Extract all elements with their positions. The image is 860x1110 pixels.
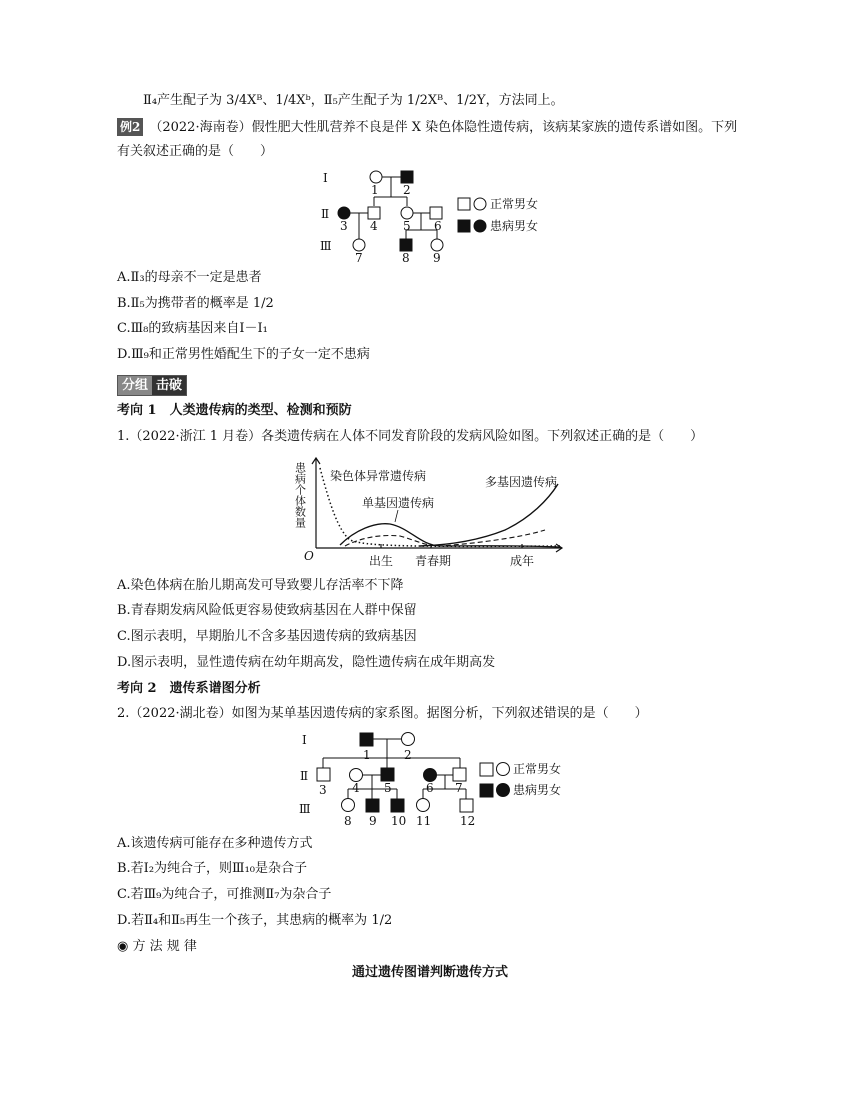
id-4: 4 (352, 781, 360, 795)
intro-line: Ⅱ₄产生配子为 3/4Xᴮ、1/4Xᵇ，Ⅱ₅产生配子为 1/2Xᴮ、1/2Y，方法同上。 (143, 93, 564, 108)
section-tag-part1: 分组 (118, 376, 152, 395)
id-8: 8 (344, 814, 352, 828)
q1-option-d: D.图示表明，显性遗传病在幼年期高发，隐性遗传病在成年期高发 (117, 655, 496, 670)
q1-option-a: A.染色体病在胎儿期高发可导致婴儿存活率不下降 (117, 578, 404, 593)
id-2: 2 (403, 183, 411, 197)
id-6: 6 (434, 219, 442, 233)
id-6: 6 (426, 781, 434, 795)
legend-normal: 正常男女 (490, 197, 539, 211)
label-single-gene: 单基因遗传病 (362, 496, 435, 510)
q2-option-b: B.若Ⅰ₂为纯合子，则Ⅲ₁₀是杂合子 (117, 861, 307, 876)
legend-normal: 正常男女 (513, 762, 562, 776)
x-tick-birth: 出生 (369, 554, 394, 568)
pedigree-diagram-2 (0, 725, 860, 835)
gen-label-I: Ⅰ (323, 171, 328, 185)
id-2: 2 (404, 748, 412, 762)
q2-option-d: D.若Ⅱ₄和Ⅱ₅再生一个孩子，其患病的概率为 1/2 (117, 913, 393, 928)
method-label: ◉ 方 法 规 律 (117, 939, 197, 954)
gen-label-III: Ⅲ (320, 239, 332, 253)
gen-label-II: Ⅱ (300, 769, 309, 783)
id-3: 3 (319, 783, 327, 797)
q1-option-c: C.图示表明，早期胎儿不含多基因遗传病的致病基因 (117, 629, 417, 644)
id-8: 8 (402, 251, 410, 265)
id-5: 5 (384, 781, 392, 795)
direction-2: 考向 2 遗传系谱图分析 (117, 681, 261, 696)
legend-affected: 患病男女 (513, 783, 562, 797)
id-4: 4 (370, 219, 378, 233)
gen-label-III: Ⅲ (299, 802, 311, 816)
section-tag-part2: 击破 (152, 376, 186, 395)
id-11: 11 (416, 814, 432, 828)
id-9: 9 (369, 814, 377, 828)
chart-ylabel: 患病个体数量 (293, 462, 307, 528)
q2-stem: 2.（2022·湖北卷）如图为某单基因遗传病的家系图。据图分析，下列叙述错误的是（ ） (117, 706, 648, 721)
id-5: 5 (403, 219, 411, 233)
q2-option-c: C.若Ⅲ₉为纯合子，可推测Ⅱ₇为杂合子 (117, 887, 332, 902)
example2-stem-line1 (117, 118, 737, 137)
example2-option-a: A.Ⅱ₃的母亲不一定是患者 (117, 270, 262, 285)
risk-chart (0, 450, 860, 575)
example2-option-c: C.Ⅲ₈的致病基因来自Ⅰ－Ⅰ₁ (117, 321, 268, 336)
id-10: 10 (391, 814, 407, 828)
gen-label-I: Ⅰ (302, 733, 307, 747)
example2-stem-line2: 有关叙述正确的是（ ） (117, 144, 274, 159)
id-9: 9 (433, 251, 441, 265)
pedigree-diagram-1 (0, 160, 860, 270)
x-tick-adult: 成年 (510, 554, 535, 568)
id-1: 1 (363, 748, 371, 762)
q1-option-b: B.青春期发病风险低更容易使致病基因在人群中保留 (117, 603, 417, 618)
id-7: 7 (455, 781, 463, 795)
label-chromosome: 染色体异常遗传病 (330, 469, 427, 483)
id-7: 7 (355, 251, 363, 265)
gen-label-II: Ⅱ (321, 207, 330, 221)
label-multi-gene: 多基因遗传病 (485, 475, 558, 489)
series-multi-gene (420, 484, 558, 546)
id-3: 3 (340, 219, 348, 233)
legend-affected: 患病男女 (490, 219, 539, 233)
example-tag: 例2 (117, 118, 143, 136)
q1-stem: 1.（2022·浙江 1 月卷）各类遗传病在人体不同发育阶段的发病风险如图。下列叙述正确的是（ ） (117, 429, 704, 444)
direction-1: 考向 1 人类遗传病的类型、检测和预防 (117, 403, 352, 418)
example2-option-d: D.Ⅲ₉和正常男性婚配生下的子女一定不患病 (117, 347, 370, 362)
example2-option-b: B.Ⅱ₅为携带者的概率是 1/2 (117, 296, 274, 311)
q2-option-a: A.该遗传病可能存在多种遗传方式 (117, 836, 313, 851)
x-tick-puberty: 青春期 (415, 554, 452, 568)
section-tag (117, 375, 187, 396)
chart-origin: O (304, 549, 314, 563)
id-1: 1 (371, 183, 379, 197)
example2-stem-text: （2022·海南卷）假性肥大性肌营养不良是伴 X 染色体隐性遗传病，该病某家族的遗传系谱如图。下列 (149, 120, 738, 135)
id-12: 12 (460, 814, 476, 828)
method-title: 通过遗传图谱判断遗传方式 (351, 965, 508, 980)
